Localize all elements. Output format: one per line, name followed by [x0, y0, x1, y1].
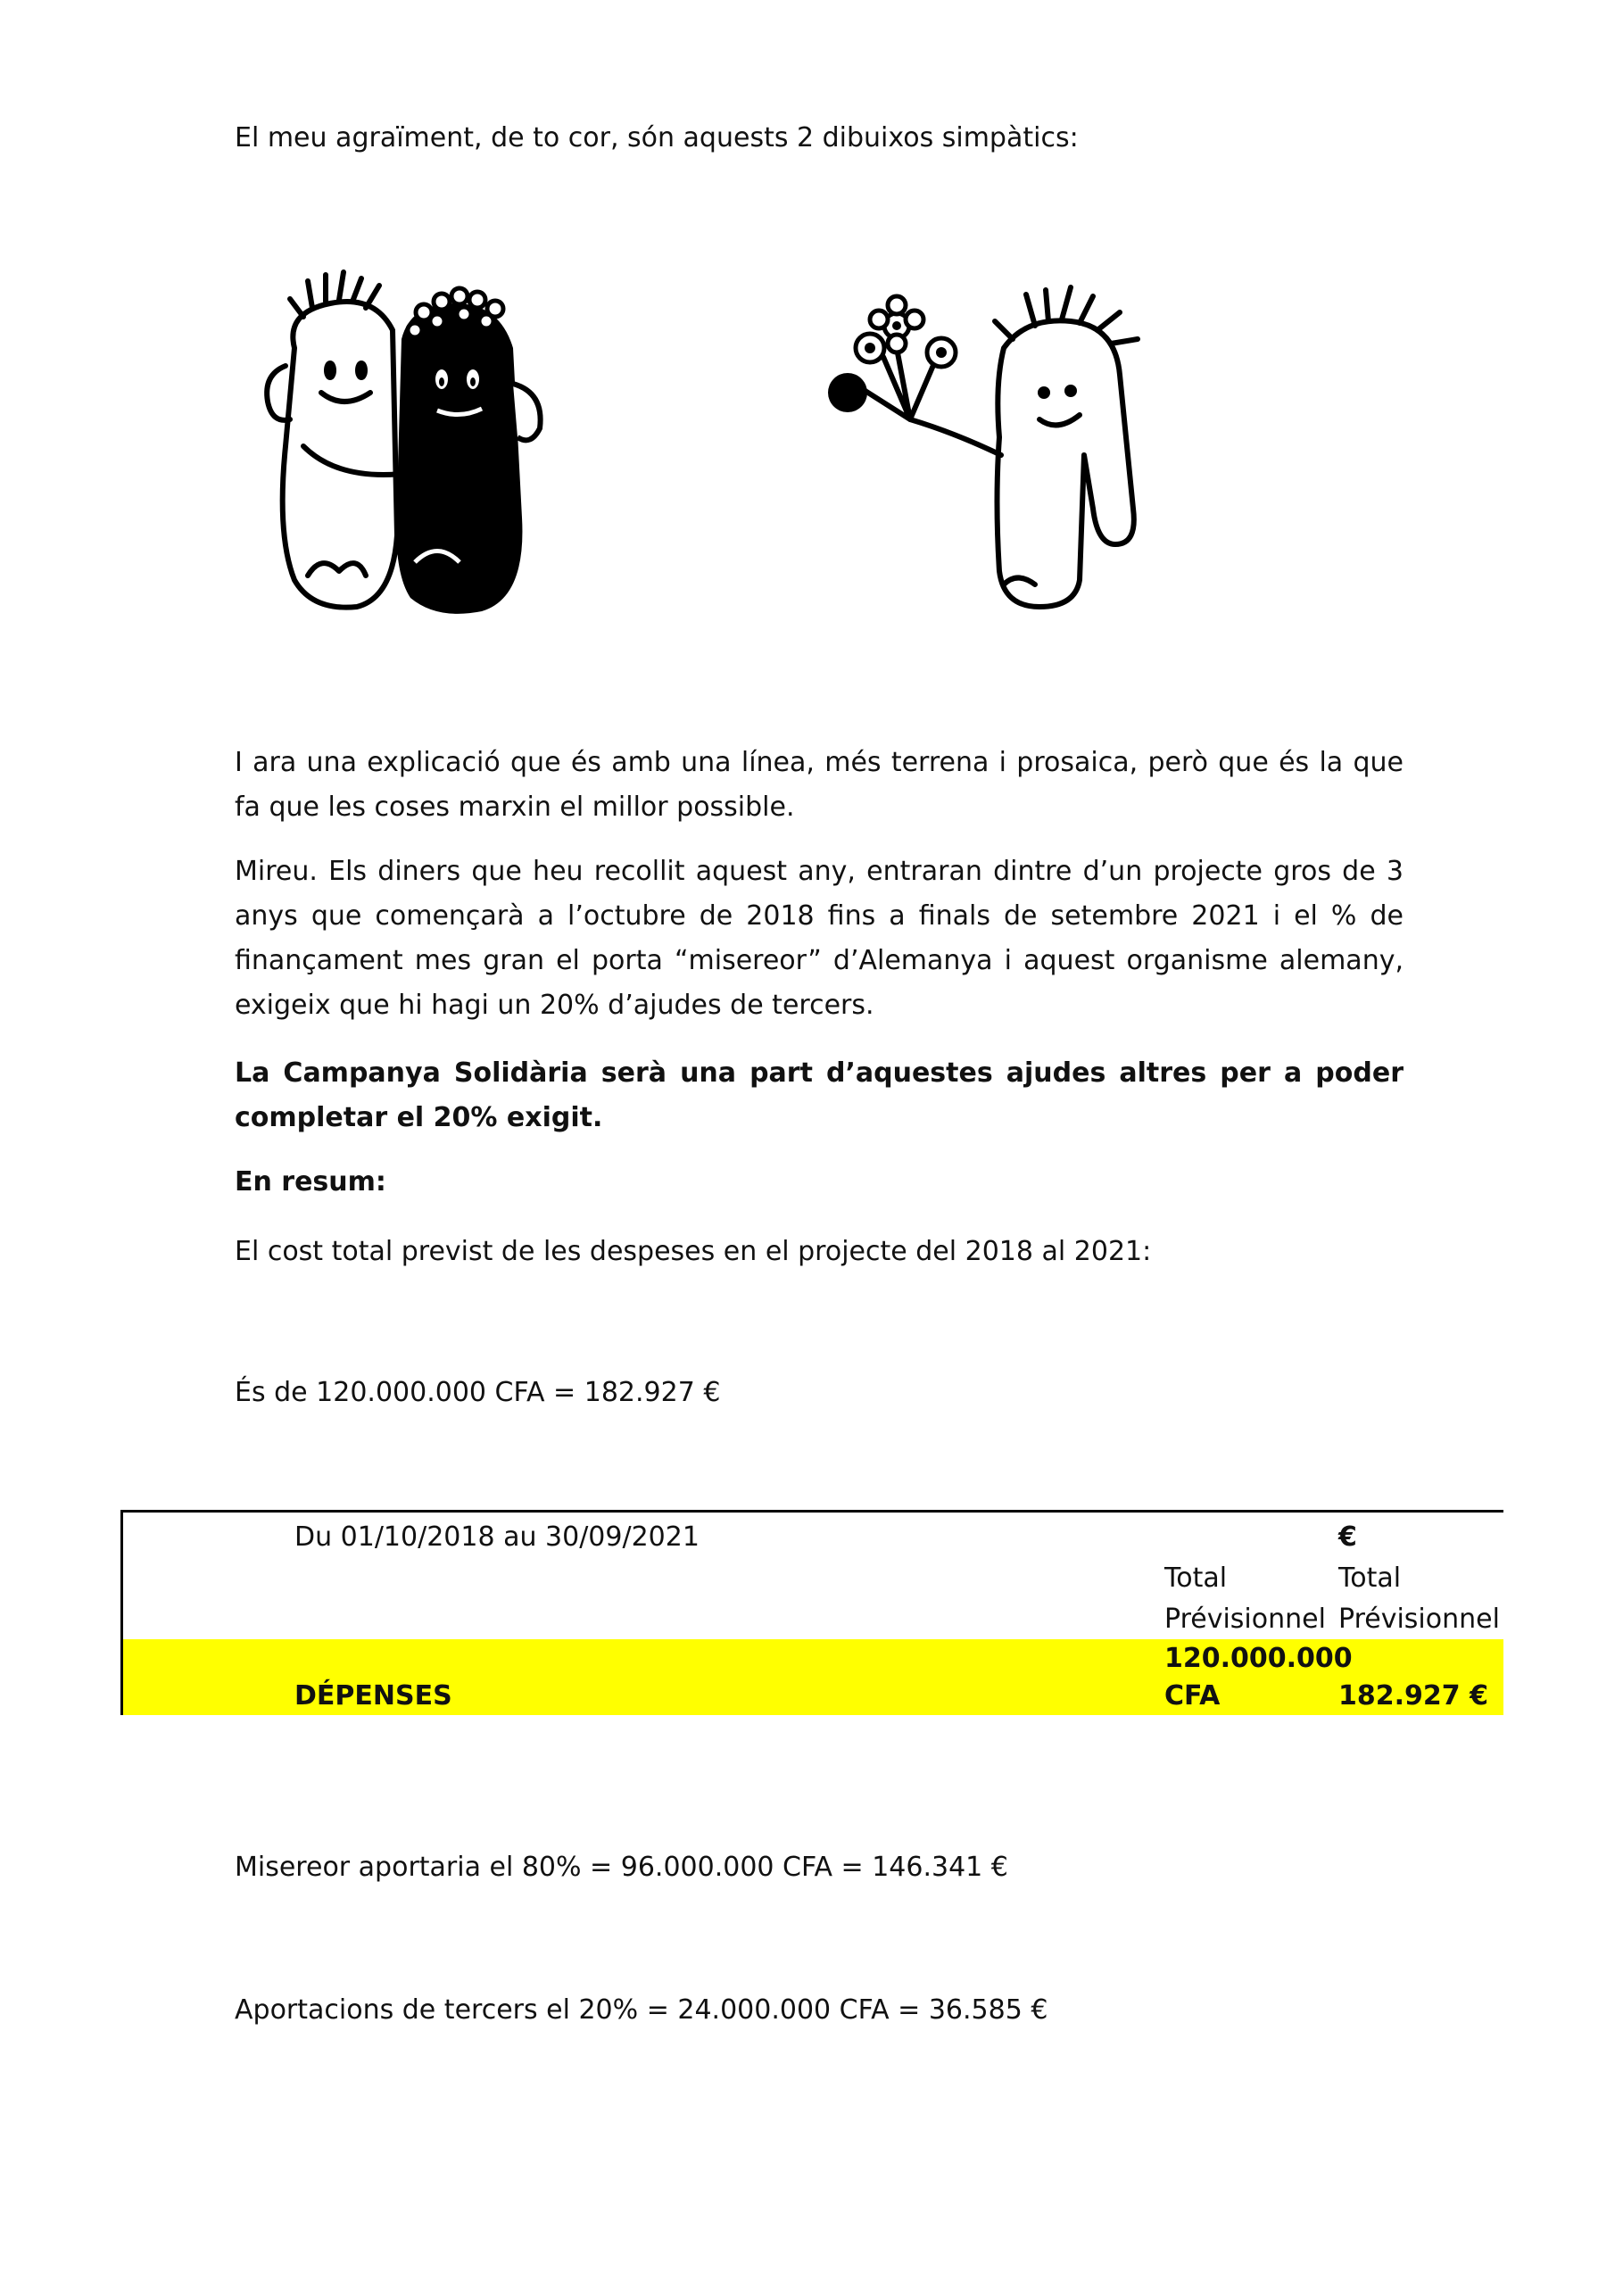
- hugging-figures-icon: [259, 268, 589, 625]
- table-top-border: [120, 1510, 1503, 1513]
- paragraph-1: I ara una explicació que és amb una línea, més terrena i prosaica, però que és la que fa que les coses marxin el millor possible.: [235, 747, 1404, 823]
- eur-value: 182.927 €: [1338, 1680, 1488, 1712]
- col1-header-line2: Prévisionnel: [1164, 1604, 1326, 1635]
- euro-symbol: €: [1338, 1521, 1357, 1553]
- summary-heading: En resum:: [235, 1166, 386, 1198]
- third-party-contribution: Aportacions de tercers el 20% = 24.000.000 CFA = 36.585 €: [235, 1994, 1048, 2026]
- misereor-contribution: Misereor aportaria el 80% = 96.000.000 CFA = 146.341 €: [235, 1852, 1008, 1883]
- budget-table: [120, 1510, 1503, 1715]
- intro-text: El meu agraïment, de to cor, són aquests 2 dibuixos simpàtics:: [235, 122, 1079, 153]
- expenses-label: DÉPENSES: [294, 1680, 452, 1712]
- total-cost-text: És de 120.000.000 CFA = 182.927 €: [235, 1377, 721, 1408]
- col2-header-line1: Total: [1338, 1562, 1402, 1594]
- paragraph-2: Mireu. Els diners que heu recollit aquest any, entraran dintre d’un projecte gros de 3 anys que començarà a l’octubre de 2018 fins a finals de setembre 2021 i el % de finançament mes gran el porta “misereor” d’Alemanya i aquest organisme alemany, exigeix que hi hagi un 20% d’ajudes de tercers.: [235, 856, 1404, 1021]
- paragraph-5: El cost total previst de les despeses en el projecte del 2018 al 2021:: [235, 1236, 1152, 1267]
- paragraph-3: La Campanya Solidària serà una part d’aquestes ajudes altres per a poder completar el 20% exigit.: [235, 1057, 1404, 1133]
- col1-header-line1: Total: [1164, 1562, 1228, 1594]
- figure-with-flowers-icon: [812, 277, 1178, 616]
- period-label: Du 01/10/2018 au 30/09/2021: [294, 1521, 700, 1553]
- col2-header-line2: Prévisionnel: [1338, 1604, 1500, 1635]
- table-left-border: [120, 1510, 123, 1715]
- cfa-value-line2: CFA: [1164, 1680, 1221, 1712]
- cfa-value-line1: 120.000.000: [1164, 1643, 1353, 1674]
